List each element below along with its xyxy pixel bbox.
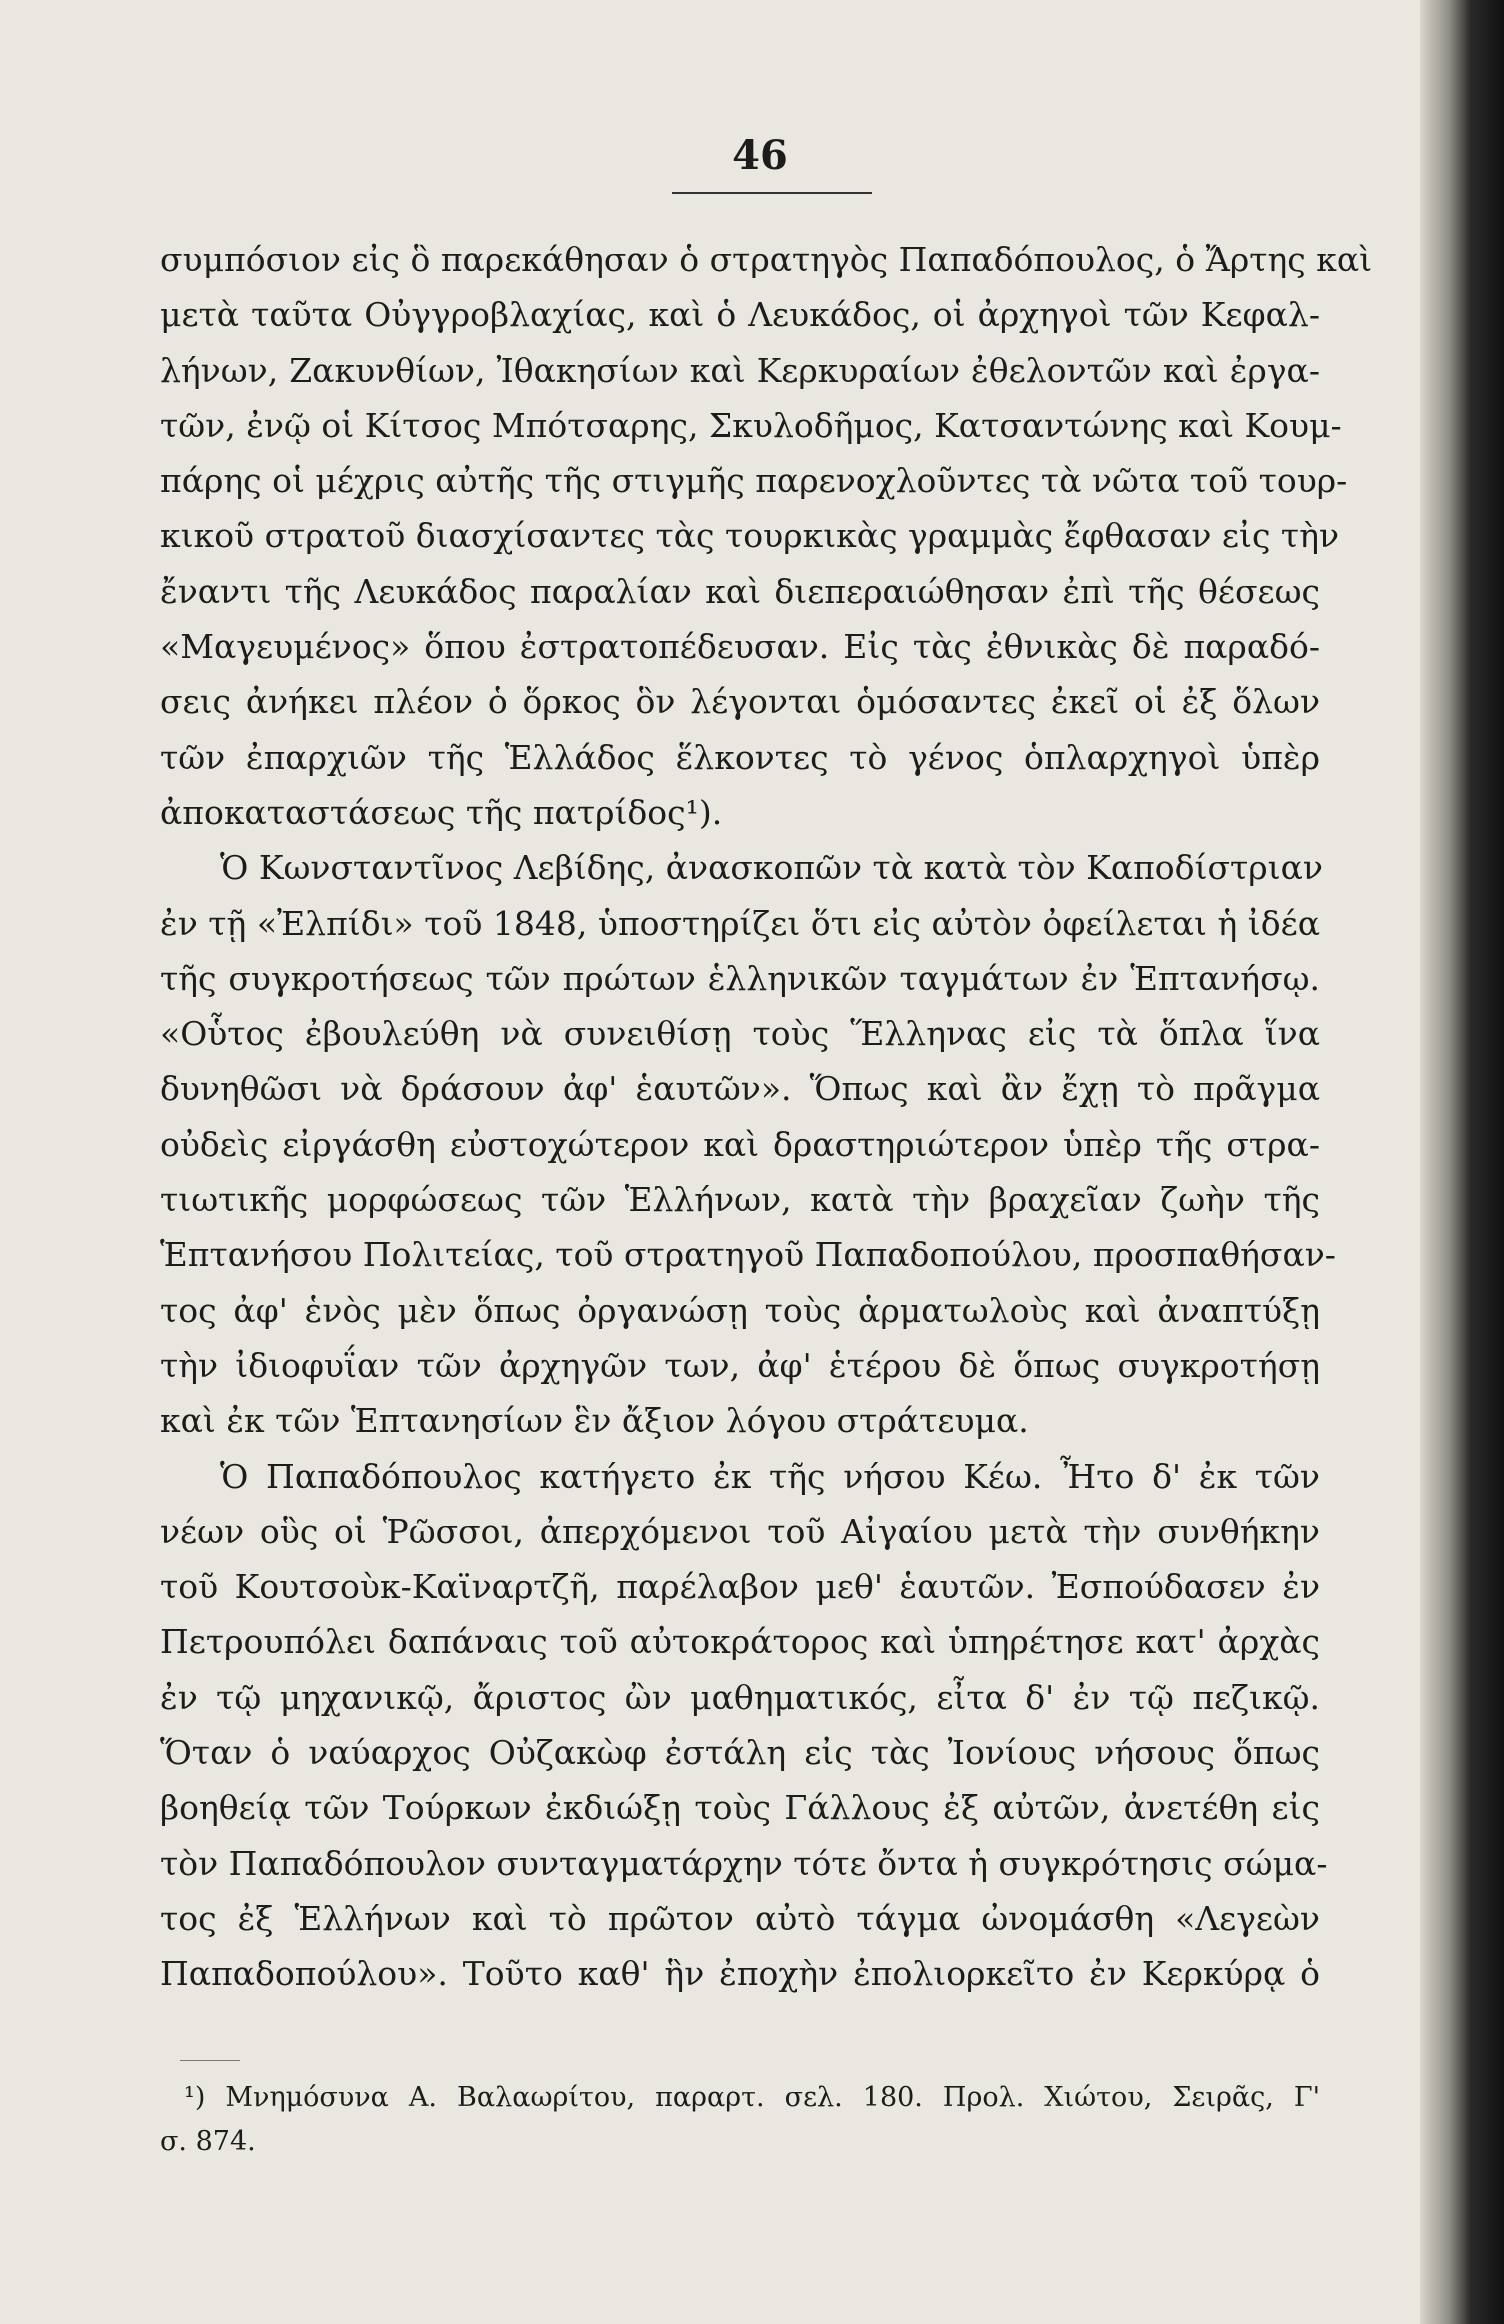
text-line: τος ἀφ' ἑνὸς μὲν ὅπως ὀργανώσῃ τοὺς ἁρματωλοὺς καὶ ἀναπτύξῃ (160, 1290, 1320, 1330)
text-line: τῶν ἐπαρχιῶν τῆς Ἑλλάδος ἕλκοντες τὸ γένος ὁπλαρχηγοὶ ὑπὲρ (160, 737, 1320, 777)
text-line: βοηθείᾳ τῶν Τούρκων ἐκδιώξῃ τοὺς Γάλλους ἐξ αὐτῶν, ἀνετέθη εἰς (160, 1788, 1320, 1828)
text-line: τος ἐξ Ἑλλήνων καὶ τὸ πρῶτον αὐτὸ τάγμα ὠνομάσθη «Λεγεὼν (160, 1898, 1320, 1938)
text-line: πάρης οἱ μέχρις αὐτῆς τῆς στιγμῆς παρενοχλοῦντες τὰ νῶτα τοῦ τουρ- (160, 461, 1348, 501)
text-line: «Μαγευμένος» ὅπου ἐστρατοπέδευσαν. Εἰς τὰς ἐθνικὰς δὲ παραδό- (160, 627, 1320, 667)
text-line: ἐν τῷ μηχανικῷ, ἄριστος ὢν μαθηματικός, εἶτα δ' ἐν τῷ πεζικῷ. (160, 1677, 1320, 1717)
header-rule (672, 192, 872, 194)
text-line: νέων οὓς οἱ Ῥῶσσοι, ἀπερχόμενοι τοῦ Αἰγαίου μετὰ τὴν συνθήκην (160, 1511, 1320, 1551)
text-line: μετὰ ταῦτα Οὐγγροβλαχίας, καὶ ὁ Λευκάδος, οἱ ἀρχηγοὶ τῶν Κεφαλ- (160, 295, 1320, 335)
text-line: τοῦ Κουτσοὺκ-Καϊναρτζῆ, παρέλαβον μεθ' ἑαυτῶν. Ἐσπούδασεν ἐν (160, 1567, 1320, 1607)
text-line: ἀποκαταστάσεως τῆς πατρίδος¹). (160, 792, 723, 832)
text-line: ἐν τῇ «Ἐλπίδι» τοῦ 1848, ὑποστηρίζει ὅτι εἰς αὐτὸν ὀφείλεται ἡ ἰδέα (160, 903, 1320, 943)
text-line: οὐδεὶς εἰργάσθη εὐστοχώτερον καὶ δραστηριώτερον ὑπὲρ τῆς στρα- (160, 1124, 1320, 1164)
text-line: τιωτικῆς μορφώσεως τῶν Ἑλλήνων, κατὰ τὴν βραχεῖαν ζωὴν τῆς (160, 1180, 1320, 1220)
text-line: Ὁ Παπαδόπουλος κατήγετο ἐκ τῆς νήσου Κέω. Ἦτο δ' ἐκ τῶν (220, 1456, 1320, 1496)
text-line: τῆς συγκροτήσεως τῶν πρώτων ἑλληνικῶν ταγμάτων ἐν Ἑπτανήσῳ. (160, 958, 1320, 998)
text-line: δυνηθῶσι νὰ δράσουν ἀφ' ἑαυτῶν». Ὅπως καὶ ἂν ἔχῃ τὸ πρᾶγμα (160, 1069, 1320, 1109)
text-line: τῶν, ἐνῷ οἱ Κίτσος Μπότσαρης, Σκυλοδῆμος, Κατσαντώνης καὶ Κουμ- (160, 405, 1342, 445)
body-text (160, 232, 1373, 2002)
text-line: συμπόσιον εἰς ὃ παρεκάθησαν ὁ στρατηγὸς Παπαδόπουλος, ὁ Ἄρτης καὶ (160, 240, 1373, 279)
text-line: σεις ἀνήκει πλέον ὁ ὅρκος ὃν λέγονται ὁμόσαντες ἐκεῖ οἱ ἐξ ὅλων (160, 682, 1320, 722)
text-line: κικοῦ στρατοῦ διασχίσαντες τὰς τουρκικὰς γραμμὰς ἔφθασαν εἰς τὴν (160, 516, 1340, 556)
text-line: Παπαδοπούλου». Τοῦτο καθ' ἣν ἐποχὴν ἐπολιορκεῖτο ἐν Κερκύρᾳ ὁ (160, 1954, 1320, 1994)
text-line: «Οὗτος ἐβουλεύθη νὰ συνειθίσῃ τοὺς Ἕλληνας εἰς τὰ ὅπλα ἵνα (160, 1014, 1320, 1054)
text-line: ἔναντι τῆς Λευκάδος παραλίαν καὶ διεπεραιώθησαν ἐπὶ τῆς θέσεως (160, 571, 1320, 611)
text-line: λήνων, Ζακυνθίων, Ἰθακησίων καὶ Κερκυραίων ἐθελοντῶν καὶ ἐργα- (160, 350, 1320, 390)
text-line: καὶ ἐκ τῶν Ἑπτανησίων ἓν ἄξιον λόγου στράτευμα. (160, 1401, 1029, 1441)
text-line: Ἑπτανήσου Πολιτείας, τοῦ στρατηγοῦ Παπαδοπούλου, προσπαθήσαν- (160, 1235, 1336, 1275)
footnote-rule (180, 2060, 240, 2061)
text-line: τὸν Παπαδόπουλον συνταγματάρχην τότε ὄντα ἡ συγκρότησις σώμα- (160, 1843, 1328, 1883)
text-line: τὴν ἰδιοφυΐαν τῶν ἀρχηγῶν των, ἀφ' ἑτέρου δὲ ὅπως συγκροτήσῃ (160, 1345, 1320, 1385)
footnote-line: σ. 874. (160, 2126, 256, 2157)
text-line: Ὁ Κωνσταντῖνος Λεβίδης, ἀνασκοπῶν τὰ κατὰ τὸν Καποδίστριαν (220, 848, 1323, 888)
footnote (160, 2076, 1320, 2164)
text-line: Πετρουπόλει δαπάναις τοῦ αὐτοκράτορος καὶ ὑπηρέτησε κατ' ἀρχὰς (160, 1622, 1320, 1662)
book-spine-shadow (1420, 0, 1504, 2324)
footnote-line: ¹) Μνημόσυνα Α. Βαλαωρίτου, παραρτ. σελ. 180. Προλ. Χιώτου, Σειρᾶς, Γ' (184, 2082, 1320, 2113)
text-line: Ὅταν ὁ ναύαρχος Οὐζακὼφ ἐστάλη εἰς τὰς Ἰονίους νήσους ὅπως (160, 1733, 1320, 1773)
page-number: 46 (732, 132, 788, 179)
